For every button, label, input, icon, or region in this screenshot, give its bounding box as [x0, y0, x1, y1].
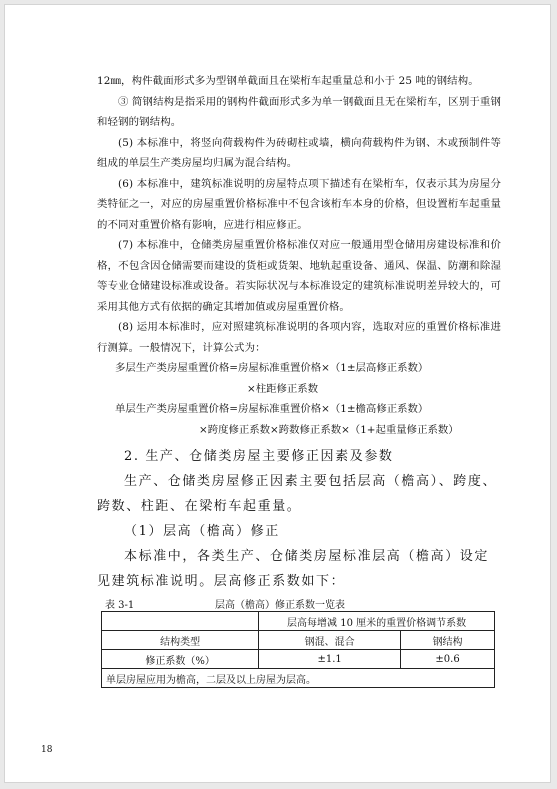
section-heading: 2. 生产、仓储类房屋主要修正因素及参数: [124, 449, 394, 464]
table-caption: [97, 596, 501, 611]
table-row: [102, 612, 495, 631]
paragraph: (5) 本标准中，将竖向荷载构件为砖砌柱或墙，横向荷载构件为钢、木或预制件等组成的单层生产类房屋均归属为混合结构。: [97, 136, 501, 169]
paragraph: (8) 运用本标准时，应对照建筑标准说明的各项内容，选取对应的重置价格标准进行测算。一般情况下，计算公式为：: [97, 321, 501, 354]
paragraph: 12㎜，构件截面形式多为型钢单截面且在梁桁车起重量总和小于 25 吨的钢结构。: [97, 75, 479, 87]
page-content: [97, 71, 501, 688]
table-number: 表 3-1: [105, 600, 135, 611]
table-value-b: ±0.6: [401, 650, 495, 669]
coefficient-table: [101, 611, 495, 688]
page-number: 18: [41, 745, 53, 755]
document-page: [4, 4, 551, 783]
table-header-b: 钢结构: [401, 631, 495, 650]
paragraph: (6) 本标准中，建筑标准说明的房屋特点项下描述有在梁桁车，仅表示其为房屋分类特征之一，对应的房屋重置价格标准中不包含该桁车本身的价格，但设置桁车起重量的不同对重置价格有影响，应进行相应修正。: [97, 177, 501, 231]
table-value-a: ±1.1: [259, 650, 401, 669]
table-header-type: 结构类型: [102, 631, 259, 650]
section-intro: 生产、仓储类房屋修正因素主要包括层高（檐高）、跨度、跨数、柱距、在梁桁车起重量。: [97, 474, 498, 514]
formula-singlestory: 单层生产类房屋重置价格=房屋标准重置价格×（1±檐高修正系数）: [115, 403, 429, 415]
table-row: [102, 669, 495, 688]
table-note: 单层房屋应用为檐高，二层及以上房屋为层高。: [102, 669, 495, 688]
table-header-a: 钢混、混合: [259, 631, 401, 650]
paragraph: (7) 本标准中，仓储类房屋重置价格标准仅对应一般通用型仓储用房建设标准和价格，不包含因仓储需要而建设的货柜或货架、地轨起重设备、通风、保温、防潮和除湿等专业仓储建设标准或设备。若实际状况与本标准设定的建筑标准说明差异较大的，可采用其他方式有依据的确定其增加值或房屋重置价格。: [97, 239, 501, 313]
table-header-span: 层高每增减 10 厘米的重置价格调节系数: [259, 612, 495, 631]
table-title: 层高（檐高）修正系数一览表: [215, 600, 345, 611]
formula-multistory: 多层生产类房屋重置价格=房屋标准重置价格×（1±层高修正系数）: [115, 362, 429, 374]
subsection-text: 本标准中，各类生产、仓储类房屋标准层高（檐高）设定见建筑标准说明。层高修正系数如下：: [97, 549, 490, 589]
formula-multistory-cont: ×柱距修正系数: [247, 382, 319, 395]
table-row-label: 修正系数（%）: [102, 650, 259, 669]
subsection-heading: （1）层高（檐高）修正: [124, 524, 280, 539]
table-cell-empty: [102, 612, 259, 631]
paragraph: ③ 简钢结构是指采用的钢构件截面形式多为单一钢截面且无在梁桁车，区别于重钢和轻钢的钢结构。: [97, 95, 501, 128]
table-row: [102, 631, 495, 650]
table-row: [102, 650, 495, 669]
formula-singlestory-cont: ×跨度修正系数×跨数修正系数×（1+起重量修正系数）: [199, 423, 459, 436]
